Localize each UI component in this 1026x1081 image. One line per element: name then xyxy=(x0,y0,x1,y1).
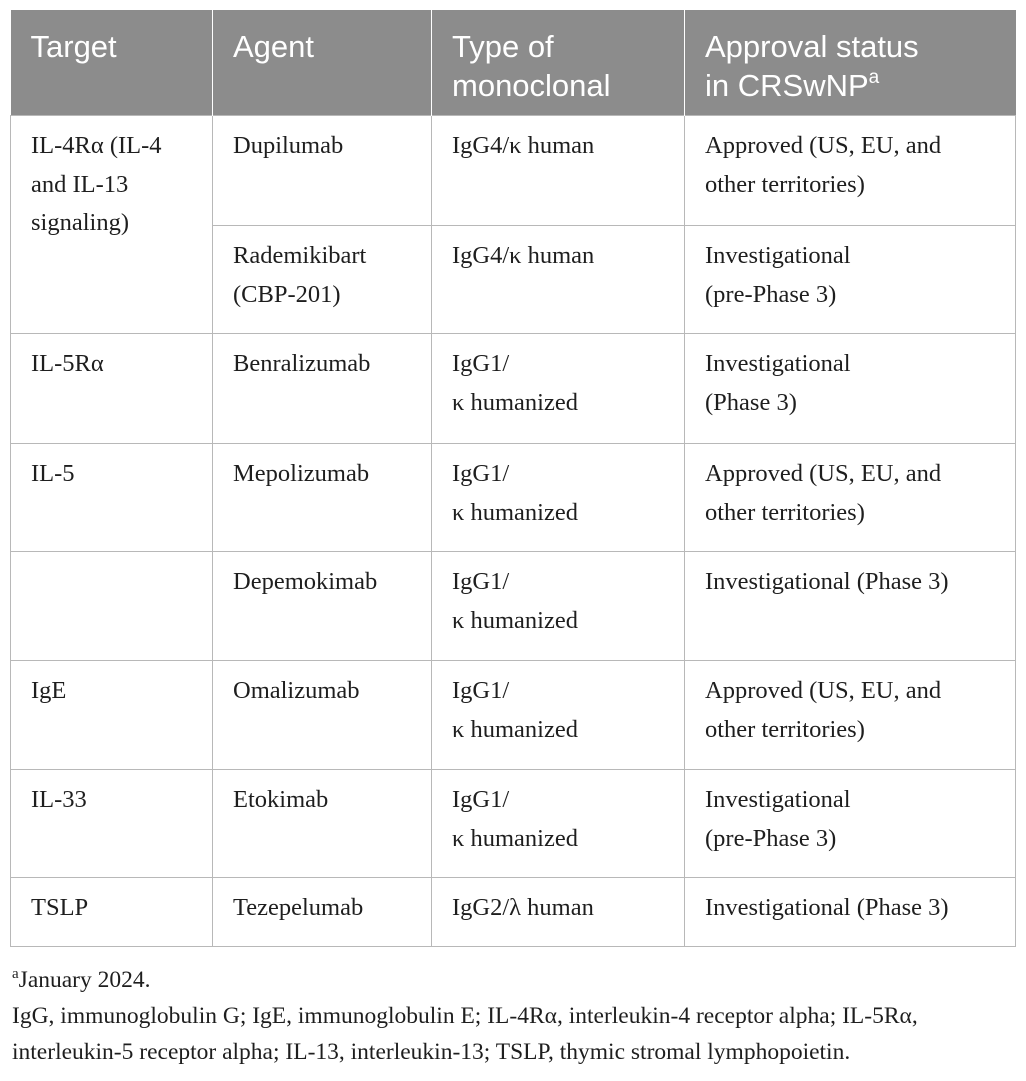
header-agent: Agent xyxy=(213,10,432,116)
cell-target xyxy=(11,552,213,661)
cell-agent xyxy=(213,226,432,334)
cell-agent-line: Omalizumab xyxy=(233,677,360,704)
cell-status-line: (pre-Phase 3) xyxy=(705,280,837,308)
cell-status-line: Investigational (Phase 3) xyxy=(705,568,949,595)
table-row xyxy=(11,334,1016,444)
cell-type-line: IgG1/ xyxy=(452,568,510,595)
cell-type-line: IgG1/ xyxy=(452,460,510,487)
cell-agent xyxy=(213,334,432,444)
cell-type-line: κ humanized xyxy=(452,606,578,634)
cell-agent-line: Tezepelumab xyxy=(233,894,364,921)
cell-target xyxy=(11,116,213,334)
cell-status xyxy=(685,116,1016,226)
cell-type-line: κ humanized xyxy=(452,824,578,852)
cell-status xyxy=(685,444,1016,552)
cell-type xyxy=(432,226,685,334)
cell-target-line: TSLP xyxy=(31,894,89,921)
cell-type-line: IgG2/λ human xyxy=(452,894,594,921)
header-approval-line2: in CRSwNP$^a$ xyxy=(705,67,880,103)
cell-target-line: IL-33 xyxy=(31,786,87,813)
header-type-line2: monoclonal xyxy=(452,68,611,103)
footnote-a-marker: a xyxy=(12,966,19,982)
cell-status-line: other territories) xyxy=(705,715,865,743)
cell-target-line: IgE xyxy=(31,677,67,704)
monoclonal-antibody-table xyxy=(10,10,1016,947)
cell-target-line: IL-5Rα xyxy=(31,350,104,377)
cell-type-line: κ humanized xyxy=(452,498,578,526)
cell-status-line: Investigational xyxy=(705,350,851,377)
cell-agent xyxy=(213,116,432,226)
header-target: Target xyxy=(11,10,213,116)
cell-agent-line: Mepolizumab xyxy=(233,460,370,487)
cell-agent xyxy=(213,444,432,552)
cell-target-line: and IL-13 xyxy=(31,170,129,198)
cell-agent-line: Dupilumab xyxy=(233,132,344,159)
cell-type xyxy=(432,770,685,878)
table-row xyxy=(11,770,1016,878)
cell-status-line: Approved (US, EU, and xyxy=(705,677,942,704)
cell-type xyxy=(432,444,685,552)
cell-status-line: other territories) xyxy=(705,498,865,526)
header-row xyxy=(11,10,1016,116)
cell-agent-line: Rademikibart xyxy=(233,242,367,269)
cell-status-line: Investigational xyxy=(705,242,851,269)
header-approval xyxy=(685,10,1016,116)
table-body xyxy=(11,116,1016,947)
table-container xyxy=(10,10,1015,947)
cell-target-line: IL-4Rα (IL-4 xyxy=(31,132,162,159)
cell-target-line: IL-5 xyxy=(31,460,75,487)
cell-type-line: κ humanized xyxy=(452,388,578,416)
cell-agent-line: (CBP-201) xyxy=(233,280,341,308)
cell-type-line: IgG4/κ human xyxy=(452,242,595,269)
table-row xyxy=(11,552,1016,661)
cell-target xyxy=(11,661,213,770)
cell-agent-line: Depemokimab xyxy=(233,568,378,595)
cell-agent-line: Benralizumab xyxy=(233,350,371,377)
cell-status-line: (pre-Phase 3) xyxy=(705,824,837,852)
cell-target xyxy=(11,770,213,878)
cell-agent xyxy=(213,878,432,947)
cell-type-line: IgG1/ xyxy=(452,350,510,377)
cell-target xyxy=(11,334,213,444)
cell-type-line: IgG4/κ human xyxy=(452,132,595,159)
cell-status-line: Investigational xyxy=(705,786,851,813)
cell-agent xyxy=(213,770,432,878)
cell-type-line: IgG1/ xyxy=(452,677,510,704)
cell-target xyxy=(11,444,213,552)
cell-status-line: Approved (US, EU, and xyxy=(705,132,942,159)
cell-status xyxy=(685,226,1016,334)
abbreviations-line2: interleukin-5 receptor alpha; IL-13, interleukin-13; TSLP, thymic stromal lymphopoietin. xyxy=(12,1039,851,1065)
cell-status xyxy=(685,552,1016,661)
cell-status-line: Investigational (Phase 3) xyxy=(705,894,949,921)
footnote-a: $^a$January 2024. xyxy=(12,966,151,993)
table-row xyxy=(11,878,1016,947)
cell-status xyxy=(685,770,1016,878)
header-type-line1: Type of xyxy=(452,29,554,64)
footnote-marker: a xyxy=(868,67,880,88)
cell-status-line: Approved (US, EU, and xyxy=(705,460,942,487)
cell-target-line: signaling) xyxy=(31,209,129,236)
cell-type xyxy=(432,116,685,226)
cell-agent-line: Etokimab xyxy=(233,786,329,813)
cell-type xyxy=(432,334,685,444)
cell-target xyxy=(11,878,213,947)
table-footnotes xyxy=(12,962,1022,1070)
cell-agent xyxy=(213,661,432,770)
table-row xyxy=(11,444,1016,552)
header-approval-line1: Approval status xyxy=(705,29,919,64)
cell-status-line: other territories) xyxy=(705,170,865,198)
cell-status xyxy=(685,334,1016,444)
cell-status-line: (Phase 3) xyxy=(705,388,797,416)
cell-type xyxy=(432,552,685,661)
abbreviations-line1: IgG, immunoglobulin G; IgE, immunoglobulin E; IL-4Rα, interleukin-4 receptor alpha; IL-5Rα, xyxy=(12,1003,918,1029)
cell-agent xyxy=(213,552,432,661)
cell-type-line: IgG1/ xyxy=(452,786,510,813)
table-row xyxy=(11,661,1016,770)
cell-type xyxy=(432,661,685,770)
table-header xyxy=(11,10,1016,116)
cell-type-line: κ humanized xyxy=(452,715,578,743)
cell-status xyxy=(685,878,1016,947)
cell-type xyxy=(432,878,685,947)
table-row xyxy=(11,116,1016,226)
cell-status xyxy=(685,661,1016,770)
header-type xyxy=(432,10,685,116)
